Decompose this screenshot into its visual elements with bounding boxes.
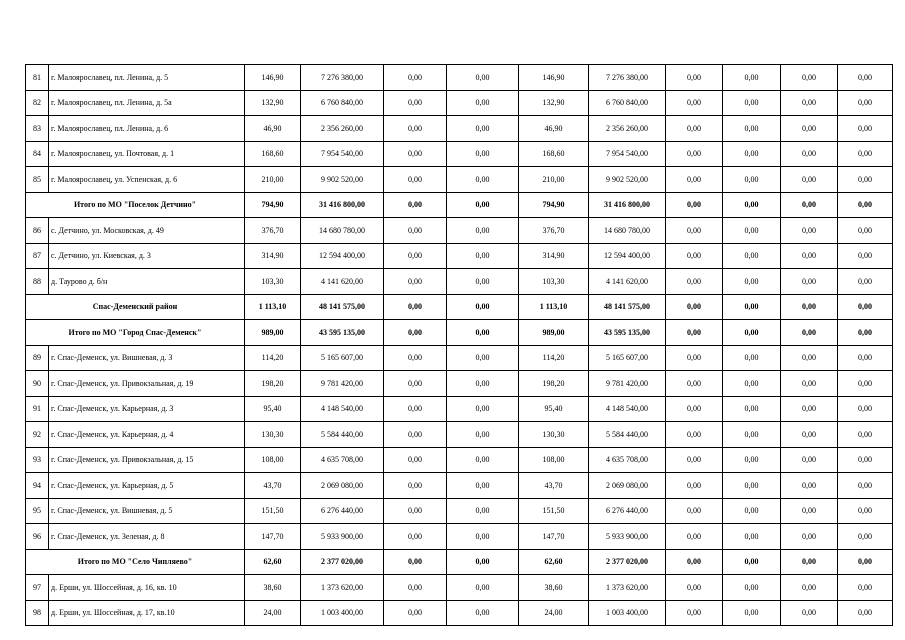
value-cell: 198,20 bbox=[245, 371, 301, 397]
value-cell: 0,00 bbox=[838, 116, 893, 142]
value-cell: 48 141 575,00 bbox=[301, 294, 384, 320]
value-cell: 9 902 520,00 bbox=[301, 167, 384, 193]
value-cell: 0,00 bbox=[723, 141, 781, 167]
value-cell: 6 760 840,00 bbox=[589, 90, 666, 116]
value-cell: 0,00 bbox=[666, 90, 723, 116]
value-cell: 9 781 420,00 bbox=[301, 371, 384, 397]
value-cell: 5 933 900,00 bbox=[301, 524, 384, 550]
value-cell: 38,60 bbox=[519, 575, 589, 601]
table-row bbox=[26, 447, 893, 473]
value-cell: 0,00 bbox=[666, 320, 723, 346]
row-number: 91 bbox=[26, 396, 49, 422]
table-row bbox=[26, 269, 893, 295]
value-cell: 198,20 bbox=[519, 371, 589, 397]
value-cell: 210,00 bbox=[519, 167, 589, 193]
row-number: 95 bbox=[26, 498, 49, 524]
address-cell: г. Малоярославец, ул. Успенская, д. 6 bbox=[49, 167, 245, 193]
value-cell: 0,00 bbox=[838, 345, 893, 371]
total-row bbox=[26, 294, 893, 320]
value-cell: 0,00 bbox=[781, 167, 838, 193]
value-cell: 0,00 bbox=[666, 65, 723, 91]
value-cell: 0,00 bbox=[384, 345, 447, 371]
value-cell: 2 356 260,00 bbox=[589, 116, 666, 142]
value-cell: 0,00 bbox=[447, 90, 519, 116]
value-cell: 6 276 440,00 bbox=[589, 498, 666, 524]
value-cell: 0,00 bbox=[781, 218, 838, 244]
value-cell: 0,00 bbox=[838, 141, 893, 167]
total-label: Итого по МО "Село Чипляево" bbox=[26, 549, 245, 575]
total-row bbox=[26, 320, 893, 346]
table-row bbox=[26, 575, 893, 601]
value-cell: 0,00 bbox=[781, 447, 838, 473]
value-cell: 0,00 bbox=[781, 294, 838, 320]
value-cell: 0,00 bbox=[447, 167, 519, 193]
value-cell: 14 680 780,00 bbox=[301, 218, 384, 244]
value-cell: 0,00 bbox=[384, 294, 447, 320]
value-cell: 2 377 020,00 bbox=[589, 549, 666, 575]
value-cell: 0,00 bbox=[723, 600, 781, 626]
value-cell: 0,00 bbox=[723, 498, 781, 524]
table-row bbox=[26, 243, 893, 269]
value-cell: 62,60 bbox=[519, 549, 589, 575]
value-cell: 7 276 380,00 bbox=[589, 65, 666, 91]
value-cell: 0,00 bbox=[838, 473, 893, 499]
value-cell: 0,00 bbox=[666, 473, 723, 499]
address-cell: с. Детчино, ул. Московская, д. 49 bbox=[49, 218, 245, 244]
value-cell: 0,00 bbox=[781, 422, 838, 448]
address-cell: г. Малоярославец, пл. Ленина, д. 6 bbox=[49, 116, 245, 142]
value-cell: 146,90 bbox=[519, 65, 589, 91]
value-cell: 0,00 bbox=[723, 447, 781, 473]
row-number: 82 bbox=[26, 90, 49, 116]
value-cell: 0,00 bbox=[781, 575, 838, 601]
value-cell: 2 069 080,00 bbox=[589, 473, 666, 499]
value-cell: 0,00 bbox=[447, 294, 519, 320]
value-cell: 0,00 bbox=[666, 141, 723, 167]
value-cell: 108,00 bbox=[519, 447, 589, 473]
total-label: Спас-Деменский район bbox=[26, 294, 245, 320]
value-cell: 0,00 bbox=[781, 269, 838, 295]
row-number: 97 bbox=[26, 575, 49, 601]
value-cell: 0,00 bbox=[666, 422, 723, 448]
value-cell: 0,00 bbox=[781, 90, 838, 116]
value-cell: 5 584 440,00 bbox=[301, 422, 384, 448]
value-cell: 0,00 bbox=[666, 371, 723, 397]
value-cell: 989,00 bbox=[519, 320, 589, 346]
value-cell: 0,00 bbox=[723, 345, 781, 371]
row-number: 86 bbox=[26, 218, 49, 244]
value-cell: 0,00 bbox=[447, 243, 519, 269]
value-cell: 0,00 bbox=[447, 65, 519, 91]
value-cell: 0,00 bbox=[447, 116, 519, 142]
value-cell: 0,00 bbox=[666, 447, 723, 473]
table-row bbox=[26, 371, 893, 397]
value-cell: 0,00 bbox=[447, 371, 519, 397]
value-cell: 0,00 bbox=[781, 141, 838, 167]
value-cell: 0,00 bbox=[384, 447, 447, 473]
row-number: 90 bbox=[26, 371, 49, 397]
value-cell: 130,30 bbox=[519, 422, 589, 448]
value-cell: 1 113,10 bbox=[245, 294, 301, 320]
row-number: 94 bbox=[26, 473, 49, 499]
value-cell: 989,00 bbox=[245, 320, 301, 346]
value-cell: 168,60 bbox=[519, 141, 589, 167]
value-cell: 24,00 bbox=[519, 600, 589, 626]
value-cell: 314,90 bbox=[245, 243, 301, 269]
value-cell: 0,00 bbox=[384, 524, 447, 550]
value-cell: 4 148 540,00 bbox=[589, 396, 666, 422]
value-cell: 0,00 bbox=[723, 396, 781, 422]
value-cell: 0,00 bbox=[838, 269, 893, 295]
value-cell: 0,00 bbox=[723, 549, 781, 575]
row-number: 83 bbox=[26, 116, 49, 142]
value-cell: 0,00 bbox=[781, 396, 838, 422]
table-row bbox=[26, 65, 893, 91]
value-cell: 151,50 bbox=[245, 498, 301, 524]
value-cell: 95,40 bbox=[245, 396, 301, 422]
value-cell: 794,90 bbox=[519, 192, 589, 218]
table-row bbox=[26, 345, 893, 371]
value-cell: 0,00 bbox=[666, 524, 723, 550]
value-cell: 0,00 bbox=[666, 167, 723, 193]
value-cell: 43,70 bbox=[245, 473, 301, 499]
value-cell: 314,90 bbox=[519, 243, 589, 269]
value-cell: 0,00 bbox=[666, 575, 723, 601]
value-cell: 7 954 540,00 bbox=[301, 141, 384, 167]
value-cell: 103,30 bbox=[519, 269, 589, 295]
value-cell: 24,00 bbox=[245, 600, 301, 626]
value-cell: 0,00 bbox=[723, 422, 781, 448]
value-cell: 0,00 bbox=[723, 243, 781, 269]
value-cell: 0,00 bbox=[384, 167, 447, 193]
table-row bbox=[26, 524, 893, 550]
value-cell: 6 760 840,00 bbox=[301, 90, 384, 116]
value-cell: 0,00 bbox=[384, 116, 447, 142]
value-cell: 14 680 780,00 bbox=[589, 218, 666, 244]
value-cell: 0,00 bbox=[723, 294, 781, 320]
row-number: 96 bbox=[26, 524, 49, 550]
value-cell: 108,00 bbox=[245, 447, 301, 473]
value-cell: 168,60 bbox=[245, 141, 301, 167]
value-cell: 48 141 575,00 bbox=[589, 294, 666, 320]
value-cell: 0,00 bbox=[838, 371, 893, 397]
value-cell: 0,00 bbox=[838, 575, 893, 601]
table-row bbox=[26, 167, 893, 193]
value-cell: 0,00 bbox=[666, 345, 723, 371]
value-cell: 0,00 bbox=[723, 90, 781, 116]
value-cell: 0,00 bbox=[447, 396, 519, 422]
value-cell: 130,30 bbox=[245, 422, 301, 448]
address-cell: г. Спас-Деменск, ул. Привокзальная, д. 19 bbox=[49, 371, 245, 397]
value-cell: 132,90 bbox=[519, 90, 589, 116]
value-cell: 0,00 bbox=[447, 498, 519, 524]
value-cell: 0,00 bbox=[838, 243, 893, 269]
value-cell: 0,00 bbox=[447, 447, 519, 473]
address-cell: с. Детчино, ул. Киевская, д. 3 bbox=[49, 243, 245, 269]
address-cell: д. Таурово д. б/н bbox=[49, 269, 245, 295]
address-cell: г. Малоярославец, пл. Ленина, д. 5а bbox=[49, 90, 245, 116]
table-row bbox=[26, 498, 893, 524]
value-cell: 0,00 bbox=[384, 422, 447, 448]
value-cell: 147,70 bbox=[519, 524, 589, 550]
address-cell: г. Спас-Деменск, ул. Карьерная, д. 3 bbox=[49, 396, 245, 422]
value-cell: 0,00 bbox=[384, 243, 447, 269]
value-cell: 0,00 bbox=[781, 600, 838, 626]
value-cell: 6 276 440,00 bbox=[301, 498, 384, 524]
value-cell: 0,00 bbox=[447, 218, 519, 244]
value-cell: 0,00 bbox=[384, 269, 447, 295]
value-cell: 0,00 bbox=[781, 549, 838, 575]
table-row bbox=[26, 473, 893, 499]
value-cell: 31 416 800,00 bbox=[301, 192, 384, 218]
value-cell: 132,90 bbox=[245, 90, 301, 116]
row-number: 98 bbox=[26, 600, 49, 626]
value-cell: 0,00 bbox=[447, 473, 519, 499]
value-cell: 0,00 bbox=[723, 116, 781, 142]
value-cell: 0,00 bbox=[384, 192, 447, 218]
value-cell: 43 595 135,00 bbox=[301, 320, 384, 346]
address-cell: г. Спас-Деменск, ул. Карьерная, д. 4 bbox=[49, 422, 245, 448]
table-row bbox=[26, 141, 893, 167]
value-cell: 31 416 800,00 bbox=[589, 192, 666, 218]
table-row bbox=[26, 116, 893, 142]
address-cell: г. Спас-Деменск, ул. Вишневая, д. 5 bbox=[49, 498, 245, 524]
value-cell: 0,00 bbox=[781, 345, 838, 371]
value-cell: 0,00 bbox=[666, 294, 723, 320]
value-cell: 0,00 bbox=[384, 218, 447, 244]
value-cell: 0,00 bbox=[723, 575, 781, 601]
table-body bbox=[26, 65, 893, 626]
value-cell: 4 141 620,00 bbox=[301, 269, 384, 295]
value-cell: 146,90 bbox=[245, 65, 301, 91]
value-cell: 0,00 bbox=[447, 345, 519, 371]
value-cell: 0,00 bbox=[666, 243, 723, 269]
value-cell: 0,00 bbox=[723, 320, 781, 346]
value-cell: 4 635 708,00 bbox=[589, 447, 666, 473]
value-cell: 0,00 bbox=[384, 371, 447, 397]
value-cell: 210,00 bbox=[245, 167, 301, 193]
value-cell: 0,00 bbox=[723, 524, 781, 550]
value-cell: 1 373 620,00 bbox=[589, 575, 666, 601]
address-cell: г. Спас-Деменск, ул. Привокзальная, д. 15 bbox=[49, 447, 245, 473]
value-cell: 0,00 bbox=[666, 192, 723, 218]
row-number: 88 bbox=[26, 269, 49, 295]
value-cell: 0,00 bbox=[838, 447, 893, 473]
value-cell: 0,00 bbox=[666, 396, 723, 422]
value-cell: 0,00 bbox=[384, 549, 447, 575]
table-row bbox=[26, 396, 893, 422]
value-cell: 0,00 bbox=[723, 269, 781, 295]
value-cell: 0,00 bbox=[838, 90, 893, 116]
row-number: 87 bbox=[26, 243, 49, 269]
address-cell: г. Малоярославец, ул. Почтовая, д. 1 bbox=[49, 141, 245, 167]
value-cell: 9 902 520,00 bbox=[589, 167, 666, 193]
value-cell: 0,00 bbox=[781, 192, 838, 218]
value-cell: 5 584 440,00 bbox=[589, 422, 666, 448]
value-cell: 12 594 400,00 bbox=[589, 243, 666, 269]
value-cell: 0,00 bbox=[384, 600, 447, 626]
total-label: Итого по МО "Город Спас-Деменск" bbox=[26, 320, 245, 346]
value-cell: 0,00 bbox=[838, 320, 893, 346]
value-cell: 0,00 bbox=[447, 524, 519, 550]
value-cell: 2 377 020,00 bbox=[301, 549, 384, 575]
value-cell: 4 141 620,00 bbox=[589, 269, 666, 295]
value-cell: 1 113,10 bbox=[519, 294, 589, 320]
value-cell: 0,00 bbox=[838, 524, 893, 550]
value-cell: 1 003 400,00 bbox=[589, 600, 666, 626]
value-cell: 7 276 380,00 bbox=[301, 65, 384, 91]
table-row bbox=[26, 422, 893, 448]
value-cell: 0,00 bbox=[384, 498, 447, 524]
value-cell: 376,70 bbox=[519, 218, 589, 244]
value-cell: 1 003 400,00 bbox=[301, 600, 384, 626]
total-label: Итого по МО "Поселок Детчино" bbox=[26, 192, 245, 218]
value-cell: 376,70 bbox=[245, 218, 301, 244]
value-cell: 0,00 bbox=[723, 65, 781, 91]
value-cell: 114,20 bbox=[245, 345, 301, 371]
value-cell: 0,00 bbox=[781, 243, 838, 269]
value-cell: 0,00 bbox=[447, 549, 519, 575]
value-cell: 0,00 bbox=[838, 192, 893, 218]
value-cell: 0,00 bbox=[838, 549, 893, 575]
value-cell: 0,00 bbox=[723, 218, 781, 244]
value-cell: 0,00 bbox=[723, 167, 781, 193]
value-cell: 46,90 bbox=[519, 116, 589, 142]
value-cell: 0,00 bbox=[838, 294, 893, 320]
value-cell: 0,00 bbox=[384, 141, 447, 167]
value-cell: 46,90 bbox=[245, 116, 301, 142]
row-number: 81 bbox=[26, 65, 49, 91]
value-cell: 2 069 080,00 bbox=[301, 473, 384, 499]
document-page bbox=[25, 64, 893, 626]
value-cell: 151,50 bbox=[519, 498, 589, 524]
value-cell: 5 933 900,00 bbox=[589, 524, 666, 550]
total-row bbox=[26, 192, 893, 218]
value-cell: 5 165 607,00 bbox=[301, 345, 384, 371]
value-cell: 4 635 708,00 bbox=[301, 447, 384, 473]
value-cell: 0,00 bbox=[666, 498, 723, 524]
value-cell: 0,00 bbox=[838, 498, 893, 524]
table-row bbox=[26, 600, 893, 626]
value-cell: 2 356 260,00 bbox=[301, 116, 384, 142]
value-cell: 794,90 bbox=[245, 192, 301, 218]
value-cell: 0,00 bbox=[447, 141, 519, 167]
value-cell: 0,00 bbox=[838, 167, 893, 193]
row-number: 92 bbox=[26, 422, 49, 448]
value-cell: 0,00 bbox=[384, 396, 447, 422]
value-cell: 7 954 540,00 bbox=[589, 141, 666, 167]
value-cell: 12 594 400,00 bbox=[301, 243, 384, 269]
value-cell: 147,70 bbox=[245, 524, 301, 550]
row-number: 85 bbox=[26, 167, 49, 193]
value-cell: 0,00 bbox=[447, 269, 519, 295]
address-cell: д. Ерши, ул. Шоссейная, д. 17, кв.10 bbox=[49, 600, 245, 626]
value-cell: 0,00 bbox=[666, 218, 723, 244]
value-cell: 0,00 bbox=[447, 422, 519, 448]
value-cell: 43 595 135,00 bbox=[589, 320, 666, 346]
value-cell: 114,20 bbox=[519, 345, 589, 371]
value-cell: 0,00 bbox=[666, 600, 723, 626]
value-cell: 9 781 420,00 bbox=[589, 371, 666, 397]
value-cell: 0,00 bbox=[384, 575, 447, 601]
value-cell: 0,00 bbox=[384, 90, 447, 116]
value-cell: 43,70 bbox=[519, 473, 589, 499]
value-cell: 103,30 bbox=[245, 269, 301, 295]
table-row bbox=[26, 218, 893, 244]
value-cell: 4 148 540,00 bbox=[301, 396, 384, 422]
value-cell: 0,00 bbox=[838, 65, 893, 91]
value-cell: 0,00 bbox=[447, 192, 519, 218]
value-cell: 0,00 bbox=[781, 65, 838, 91]
value-cell: 0,00 bbox=[384, 320, 447, 346]
address-cell: г. Спас-Деменск, ул. Вишневая, д. 3 bbox=[49, 345, 245, 371]
address-cell: г. Малоярославец, пл. Ленина, д. 5 bbox=[49, 65, 245, 91]
value-cell: 0,00 bbox=[447, 575, 519, 601]
value-cell: 95,40 bbox=[519, 396, 589, 422]
address-cell: г. Спас-Деменск, ул. Зеленая, д. 8 bbox=[49, 524, 245, 550]
address-cell: г. Спас-Деменск, ул. Карьерная, д. 5 bbox=[49, 473, 245, 499]
value-cell: 0,00 bbox=[838, 396, 893, 422]
value-cell: 0,00 bbox=[781, 116, 838, 142]
value-cell: 38,60 bbox=[245, 575, 301, 601]
value-cell: 0,00 bbox=[666, 116, 723, 142]
table-row bbox=[26, 90, 893, 116]
value-cell: 0,00 bbox=[666, 549, 723, 575]
value-cell: 0,00 bbox=[447, 600, 519, 626]
address-cell: д. Ерши, ул. Шоссейная, д. 16, кв. 10 bbox=[49, 575, 245, 601]
data-table bbox=[25, 64, 893, 626]
value-cell: 0,00 bbox=[838, 422, 893, 448]
value-cell: 0,00 bbox=[781, 320, 838, 346]
value-cell: 0,00 bbox=[666, 269, 723, 295]
value-cell: 0,00 bbox=[447, 320, 519, 346]
value-cell: 0,00 bbox=[723, 192, 781, 218]
row-number: 93 bbox=[26, 447, 49, 473]
value-cell: 0,00 bbox=[781, 473, 838, 499]
value-cell: 0,00 bbox=[723, 371, 781, 397]
value-cell: 0,00 bbox=[838, 218, 893, 244]
value-cell: 1 373 620,00 bbox=[301, 575, 384, 601]
value-cell: 62,60 bbox=[245, 549, 301, 575]
value-cell: 0,00 bbox=[384, 473, 447, 499]
value-cell: 5 165 607,00 bbox=[589, 345, 666, 371]
total-row bbox=[26, 549, 893, 575]
value-cell: 0,00 bbox=[781, 371, 838, 397]
value-cell: 0,00 bbox=[838, 600, 893, 626]
value-cell: 0,00 bbox=[384, 65, 447, 91]
row-number: 84 bbox=[26, 141, 49, 167]
value-cell: 0,00 bbox=[781, 524, 838, 550]
value-cell: 0,00 bbox=[781, 498, 838, 524]
value-cell: 0,00 bbox=[723, 473, 781, 499]
row-number: 89 bbox=[26, 345, 49, 371]
